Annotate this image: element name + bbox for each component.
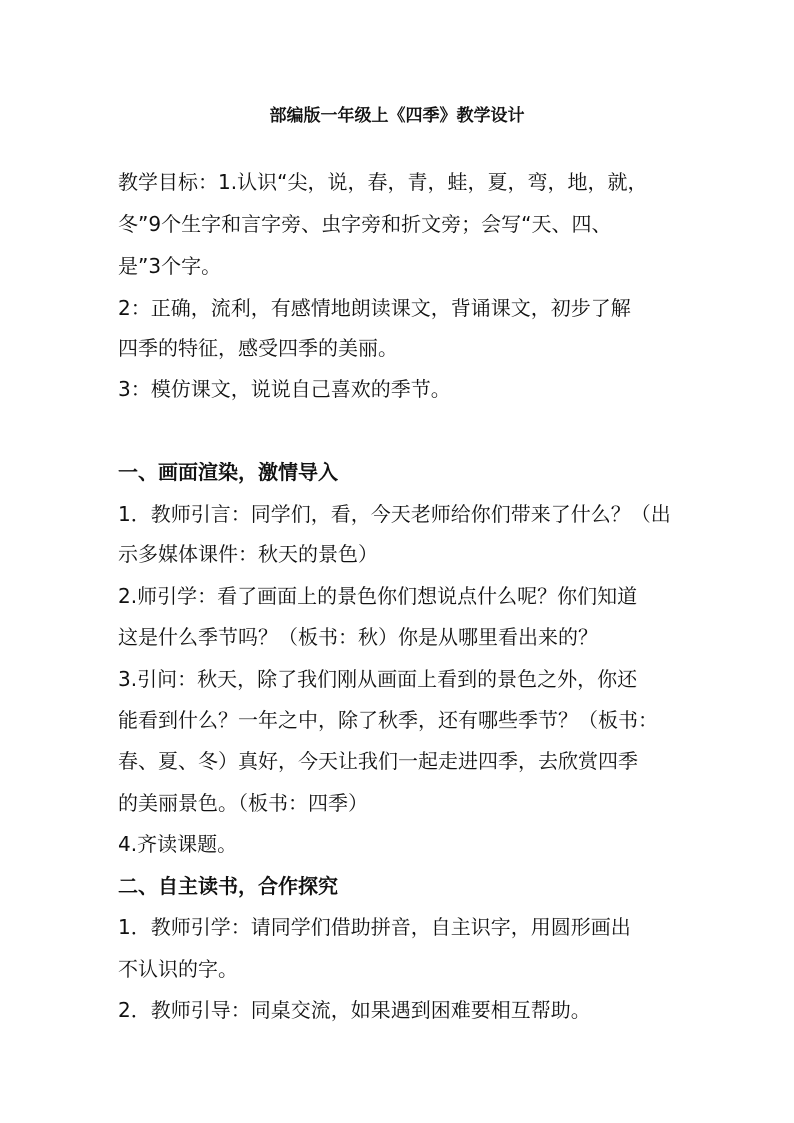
objective-line: 是”3个字。: [118, 254, 222, 278]
document-title: 部编版一年级上《四季》教学设计: [269, 106, 525, 126]
section1-line: 的美丽景色。（板书：四季）: [118, 791, 368, 815]
section1-line: 示多媒体课件：秋天的景色）: [118, 542, 378, 566]
section1-line: 能看到什么？一年之中，除了秋季，还有哪些季节？（板书：: [118, 708, 658, 732]
section1-line: 4.齐读课题。: [118, 832, 238, 856]
section-heading-2: 二、自主读书，合作探究: [118, 874, 338, 898]
objective-line: 四季的特征，感受四季的美丽。: [118, 336, 398, 360]
section2-line: 2．教师引导：同桌交流，如果遇到困难要相互帮助。: [118, 998, 591, 1022]
objective-line: 3：模仿课文，说说自己喜欢的季节。: [118, 377, 451, 401]
section2-line: 1．教师引学：请同学们借助拼音，自主识字，用圆形画出: [118, 915, 631, 939]
section1-line: 春、夏、冬）真好，今天让我们一起走进四季，去欣赏四季: [118, 749, 638, 773]
objective-line: 冬”9个生字和言字旁、虫字旁和折文旁；会写“天、四、: [118, 212, 612, 236]
objective-line: 2：正确，流利，有感情地朗读课文，背诵课文，初步了解: [118, 296, 631, 320]
section1-line: 3.引问：秋天，除了我们刚从画面上看到的景色之外，你还: [118, 667, 638, 691]
section-heading-1: 一、画面渲染，激情导入: [118, 460, 338, 484]
section1-line: 1．教师引言：同学们，看，今天老师给你们带来了什么？（出: [118, 502, 671, 526]
objective-line: 教学目标：1.认识“尖，说，春，青，蛙，夏，弯，地，就，: [118, 170, 648, 194]
section1-line: 2.师引学：看了画面上的景色你们想说点什么呢？你们知道: [118, 584, 638, 608]
section2-line: 不认识的字。: [118, 957, 238, 981]
section1-line: 这是什么季节吗？（板书：秋）你是从哪里看出来的？: [118, 625, 598, 649]
